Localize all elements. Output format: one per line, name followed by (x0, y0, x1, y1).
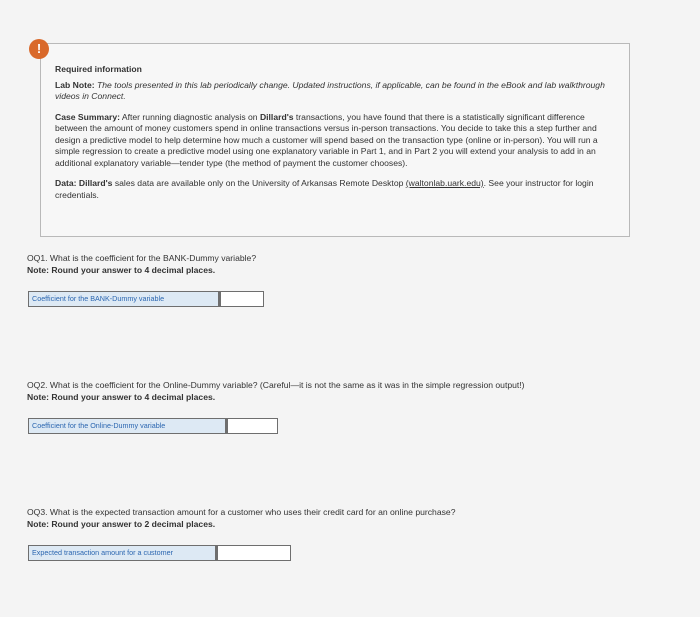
case-summary-label: Case Summary: (55, 111, 120, 122)
expected-transaction-amount-input[interactable] (216, 545, 291, 561)
question-oq3-text: OQ3. What is the expected transaction amount for a customer who uses their credit card for an online purchase? (27, 507, 456, 517)
question-oq1-note: Note: Round your answer to 4 decimal places. (27, 265, 216, 275)
data-note (55, 178, 611, 201)
answer-label-bank-dummy: Coefficient for the BANK-Dummy variable (28, 291, 219, 307)
alert-icon: ! (29, 39, 49, 59)
data-suffix: . See your instructor for login credentials. (55, 178, 594, 200)
case-summary-text: transactions, you have found that there is a statistically significant difference between the amount of money customers spend in online transactions versus in-person transactions. You decide to take this a step further and design a predictive model to help determine how much a customer will spend based on the transaction type (online or in-person). You will run a simple regression to create a predictive model using one explanatory variable in Part 1, and in Part 2 you will extend your analysis to add in an additional explanatory variable—tender type (the method of payment the customer chooses). (55, 111, 598, 168)
question-oq2-note: Note: Round your answer to 4 decimal places. (27, 392, 216, 402)
remote-desktop-link[interactable]: (waltonlab.uark.edu) (405, 178, 484, 188)
case-summary-company: Dillard's (259, 111, 294, 122)
question-oq3-note: Note: Round your answer to 2 decimal places. (27, 519, 216, 529)
question-oq2-text: OQ2. What is the coefficient for the Online-Dummy variable? (Careful—it is not the same as it was in the simple regression output!) (27, 380, 525, 390)
bank-dummy-coefficient-input[interactable] (219, 291, 264, 307)
question-oq1 (27, 252, 667, 276)
required-information-content (55, 64, 611, 210)
answer-row-oq2 (28, 418, 278, 434)
answer-row-oq1 (28, 291, 264, 307)
lab-note (55, 80, 611, 103)
answer-row-oq3 (28, 545, 291, 561)
question-oq1-text: OQ1. What is the coefficient for the BANK-Dummy variable? (27, 253, 257, 263)
question-oq2 (27, 379, 667, 403)
data-label: Data: (55, 178, 77, 188)
data-company: Dillard's (78, 178, 113, 188)
lab-note-label: Lab Note: (55, 79, 95, 90)
answer-label-expected-amount: Expected transaction amount for a customer (28, 545, 216, 561)
required-information-panel (40, 43, 630, 237)
answer-label-online-dummy: Coefficient for the Online-Dummy variable (28, 418, 226, 434)
online-dummy-coefficient-input[interactable] (226, 418, 278, 434)
case-summary-pre: After running diagnostic analysis on (121, 111, 258, 122)
case-summary (55, 112, 611, 170)
data-text: sales data are available only on the University of Arkansas Remote Desktop (114, 178, 404, 188)
question-oq3 (27, 506, 667, 530)
lab-note-text: The tools presented in this lab periodically change. Updated instructions, if applicable, can be found in the eBook and lab walkthrough videos in Connect. (55, 79, 605, 101)
required-information-title: Required information (55, 64, 142, 74)
